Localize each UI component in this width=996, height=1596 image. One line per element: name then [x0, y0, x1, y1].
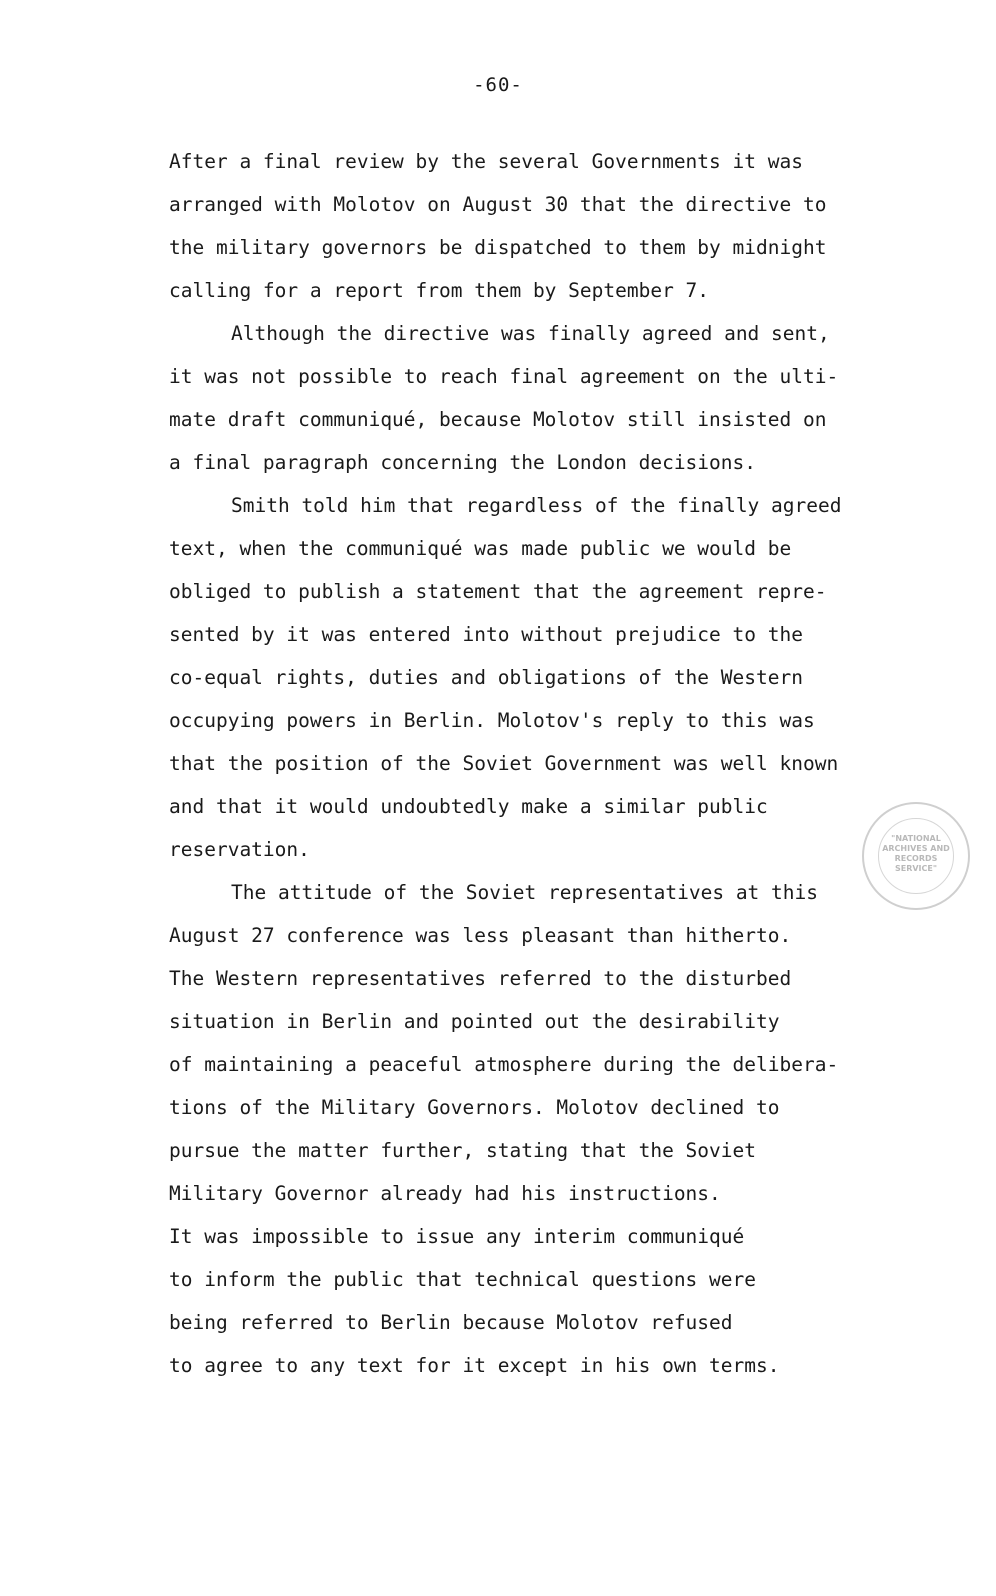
text-line: It was impossible to issue any interim communiqué	[169, 1225, 745, 1248]
text-line: Although the directive was finally agreed and sent,	[231, 322, 830, 345]
page-number: -60-	[473, 74, 523, 96]
text-line: mate draft communiqué, because Molotov still insisted on	[169, 408, 827, 431]
text-line: Smith told him that regardless of the finally agreed	[231, 494, 842, 517]
text-line: co-equal rights, duties and obligations of the Western	[169, 666, 803, 689]
stamp-text	[864, 834, 968, 874]
text-line: to inform the public that technical questions were	[169, 1268, 756, 1291]
stamp-line: SERVICE"	[894, 864, 938, 873]
text-line: and that it would undoubtedly make a similar public	[169, 795, 768, 818]
text-line: a final paragraph concerning the London decisions.	[169, 451, 756, 474]
text-line: that the position of the Soviet Government was well known	[169, 752, 839, 775]
text-line: The attitude of the Soviet representatives at this	[231, 881, 818, 904]
text-line: Military Governor already had his instructions.	[169, 1182, 721, 1205]
text-line: of maintaining a peaceful atmosphere during the delibera-	[169, 1053, 839, 1076]
stamp-line: ARCHIVES AND	[882, 844, 950, 853]
archive-stamp	[862, 802, 970, 910]
document-body	[169, 140, 899, 1387]
text-line: The Western representatives referred to the disturbed	[169, 967, 792, 990]
text-line: being referred to Berlin because Molotov refused	[169, 1311, 733, 1334]
text-line: the military governors be dispatched to them by midnight	[169, 236, 827, 259]
text-line: After a final review by the several Governments it was	[169, 150, 803, 173]
text-line: calling for a report from them by September 7.	[169, 279, 710, 302]
text-line: sented by it was entered into without prejudice to the	[169, 623, 803, 646]
text-line: obliged to publish a statement that the agreement repre-	[169, 580, 827, 603]
text-line: arranged with Molotov on August 30 that the directive to	[169, 193, 827, 216]
text-line: tions of the Military Governors. Molotov declined to	[169, 1096, 780, 1119]
text-line: situation in Berlin and pointed out the desirability	[169, 1010, 780, 1033]
stamp-line: RECORDS	[894, 854, 938, 863]
text-line: pursue the matter further, stating that the Soviet	[169, 1139, 756, 1162]
stamp-line: "NATIONAL	[891, 834, 941, 843]
text-line: to agree to any text for it except in his own terms.	[169, 1354, 780, 1377]
text-line: it was not possible to reach final agreement on the ulti-	[169, 365, 839, 388]
text-line: occupying powers in Berlin. Molotov's reply to this was	[169, 709, 815, 732]
text-line: reservation.	[169, 838, 310, 861]
text-line: text, when the communiqué was made public we would be	[169, 537, 792, 560]
text-line: August 27 conference was less pleasant than hitherto.	[169, 924, 792, 947]
